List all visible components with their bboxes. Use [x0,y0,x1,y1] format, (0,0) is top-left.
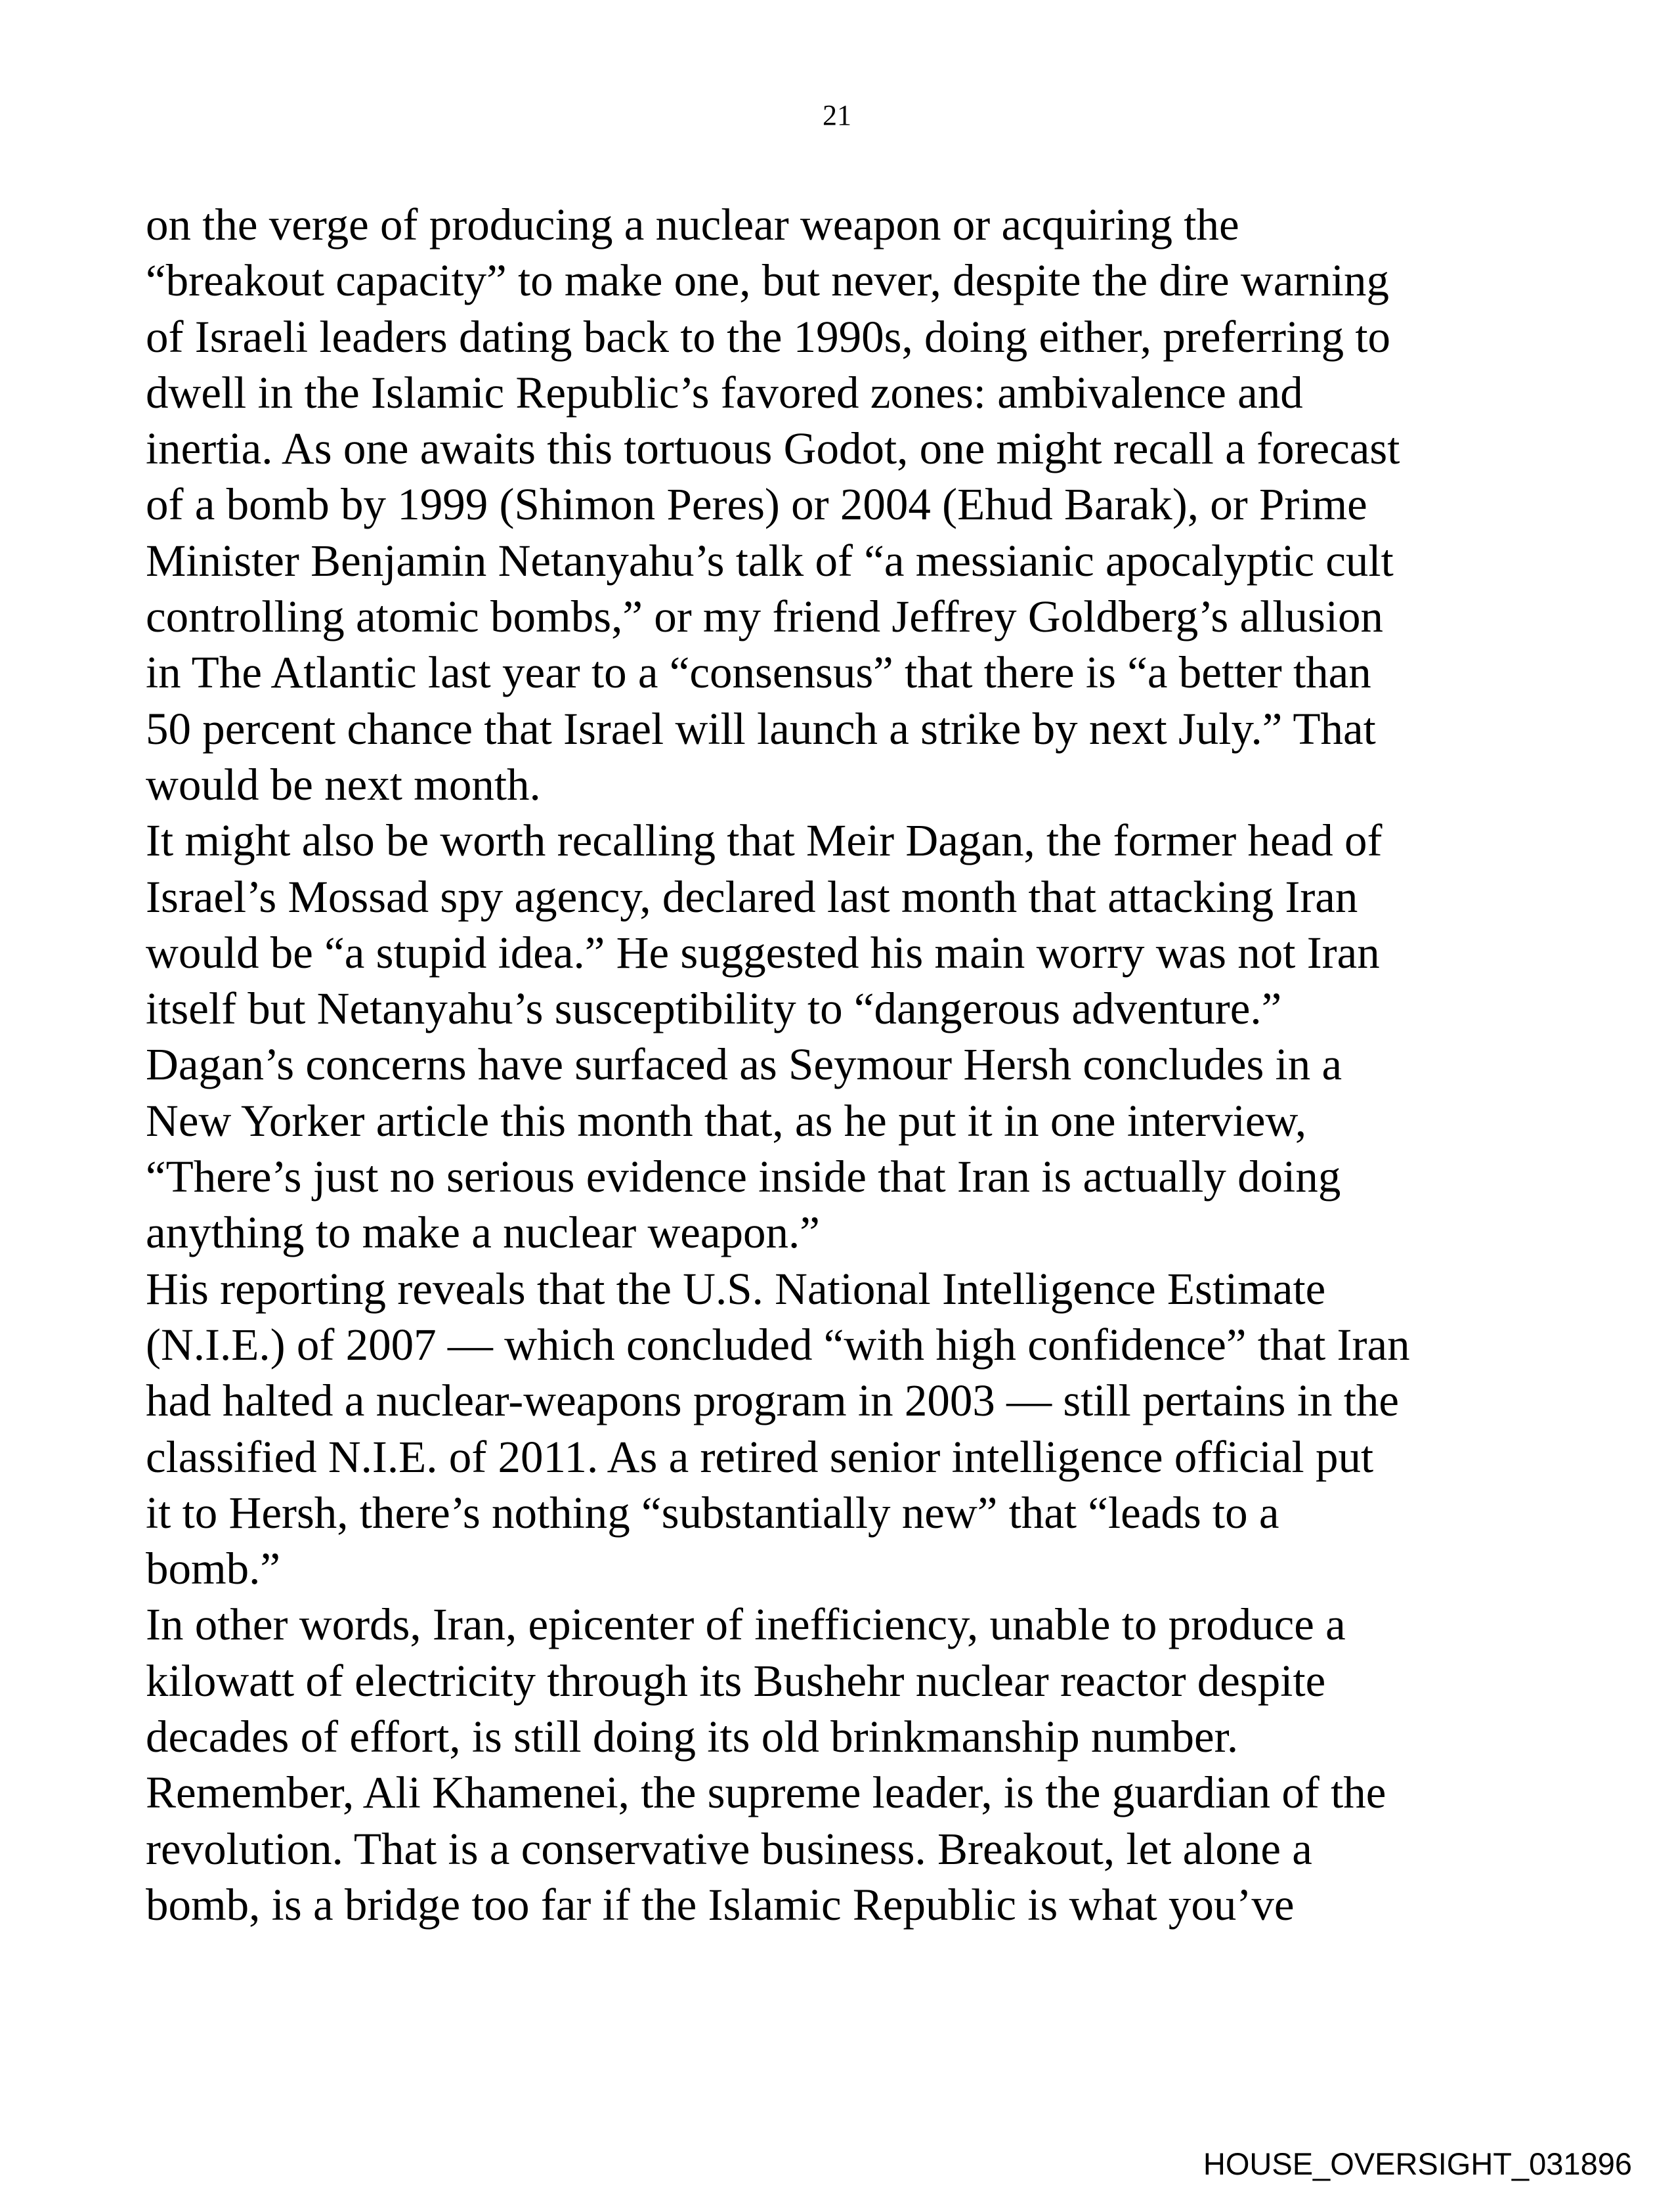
text-line: it to Hersh, there’s nothing “substantially new” that “leads to a [146,1487,1279,1538]
text-line: controlling atomic bombs,” or my friend Jeffrey Goldberg’s allusion [146,592,1384,642]
text-line: “breakout capacity” to make one, but never, despite the dire warning [146,255,1389,306]
bates-stamp: HOUSE_OVERSIGHT_031896 [1203,2146,1632,2181]
text-line: Israel’s Mossad spy agency, declared last month that attacking Iran [146,871,1358,922]
text-line: would be next month. [146,759,541,810]
text-line: 50 percent chance that Israel will launch a strike by next July.” That [146,703,1376,754]
text-line: anything to make a nuclear weapon.” [146,1207,820,1258]
text-line: dwell in the Islamic Republic’s favored zones: ambivalence and [146,367,1303,418]
page-number: 21 [823,99,851,131]
text-line: of Israeli leaders dating back to the 1990s, doing either, preferring to [146,311,1391,362]
text-line: bomb, is a bridge too far if the Islamic Republic is what you’ve [146,1879,1295,1930]
text-line: classified N.I.E. of 2011. As a retired senior intelligence official put [146,1431,1374,1482]
text-line: revolution. That is a conservative business. Breakout, let alone a [146,1823,1312,1874]
text-line: decades of effort, is still doing its old brinkmanship number. [146,1712,1239,1762]
text-line: Minister Benjamin Netanyahu’s talk of “a messianic apocalyptic cult [146,535,1394,586]
text-line: itself but Netanyahu’s susceptibility to “dangerous adventure.” [146,984,1282,1034]
text-line: “There’s just no serious evidence inside that Iran is actually doing [146,1152,1341,1202]
text-line: In other words, Iran, epicenter of inefficiency, unable to produce a [146,1599,1346,1650]
text-line: His reporting reveals that the U.S. National Intelligence Estimate [146,1263,1326,1314]
text-line: on the verge of producing a nuclear weapon or acquiring the [146,200,1239,249]
text-line: (N.I.E.) of 2007 — which concluded “with high confidence” that Iran [146,1319,1410,1370]
text-line: would be “a stupid idea.” He suggested his main worry was not Iran [146,927,1380,978]
text-line: in The Atlantic last year to a “consensus” that there is “a better than [146,647,1371,698]
text-line: Remember, Ali Khamenei, the supreme leader, is the guardian of the [146,1767,1386,1818]
text-line: kilowatt of electricity through its Bushehr nuclear reactor despite [146,1655,1326,1706]
text-line: bomb.” [146,1544,281,1594]
text-line: had halted a nuclear-weapons program in 2003 — still pertains in the [146,1376,1399,1426]
text-line: Dagan’s concerns have surfaced as Seymour Hersh concludes in a [146,1039,1342,1090]
text-line: New Yorker article this month that, as he put it in one interview, [146,1095,1307,1146]
text-line: It might also be worth recalling that Meir Dagan, the former head of [146,815,1383,866]
text-line: of a bomb by 1999 (Shimon Peres) or 2004 (Ehud Barak), or Prime [146,479,1367,530]
text-line: inertia. As one awaits this tortuous Godot, one might recall a forecast [146,423,1400,474]
body-text [146,197,1410,1933]
